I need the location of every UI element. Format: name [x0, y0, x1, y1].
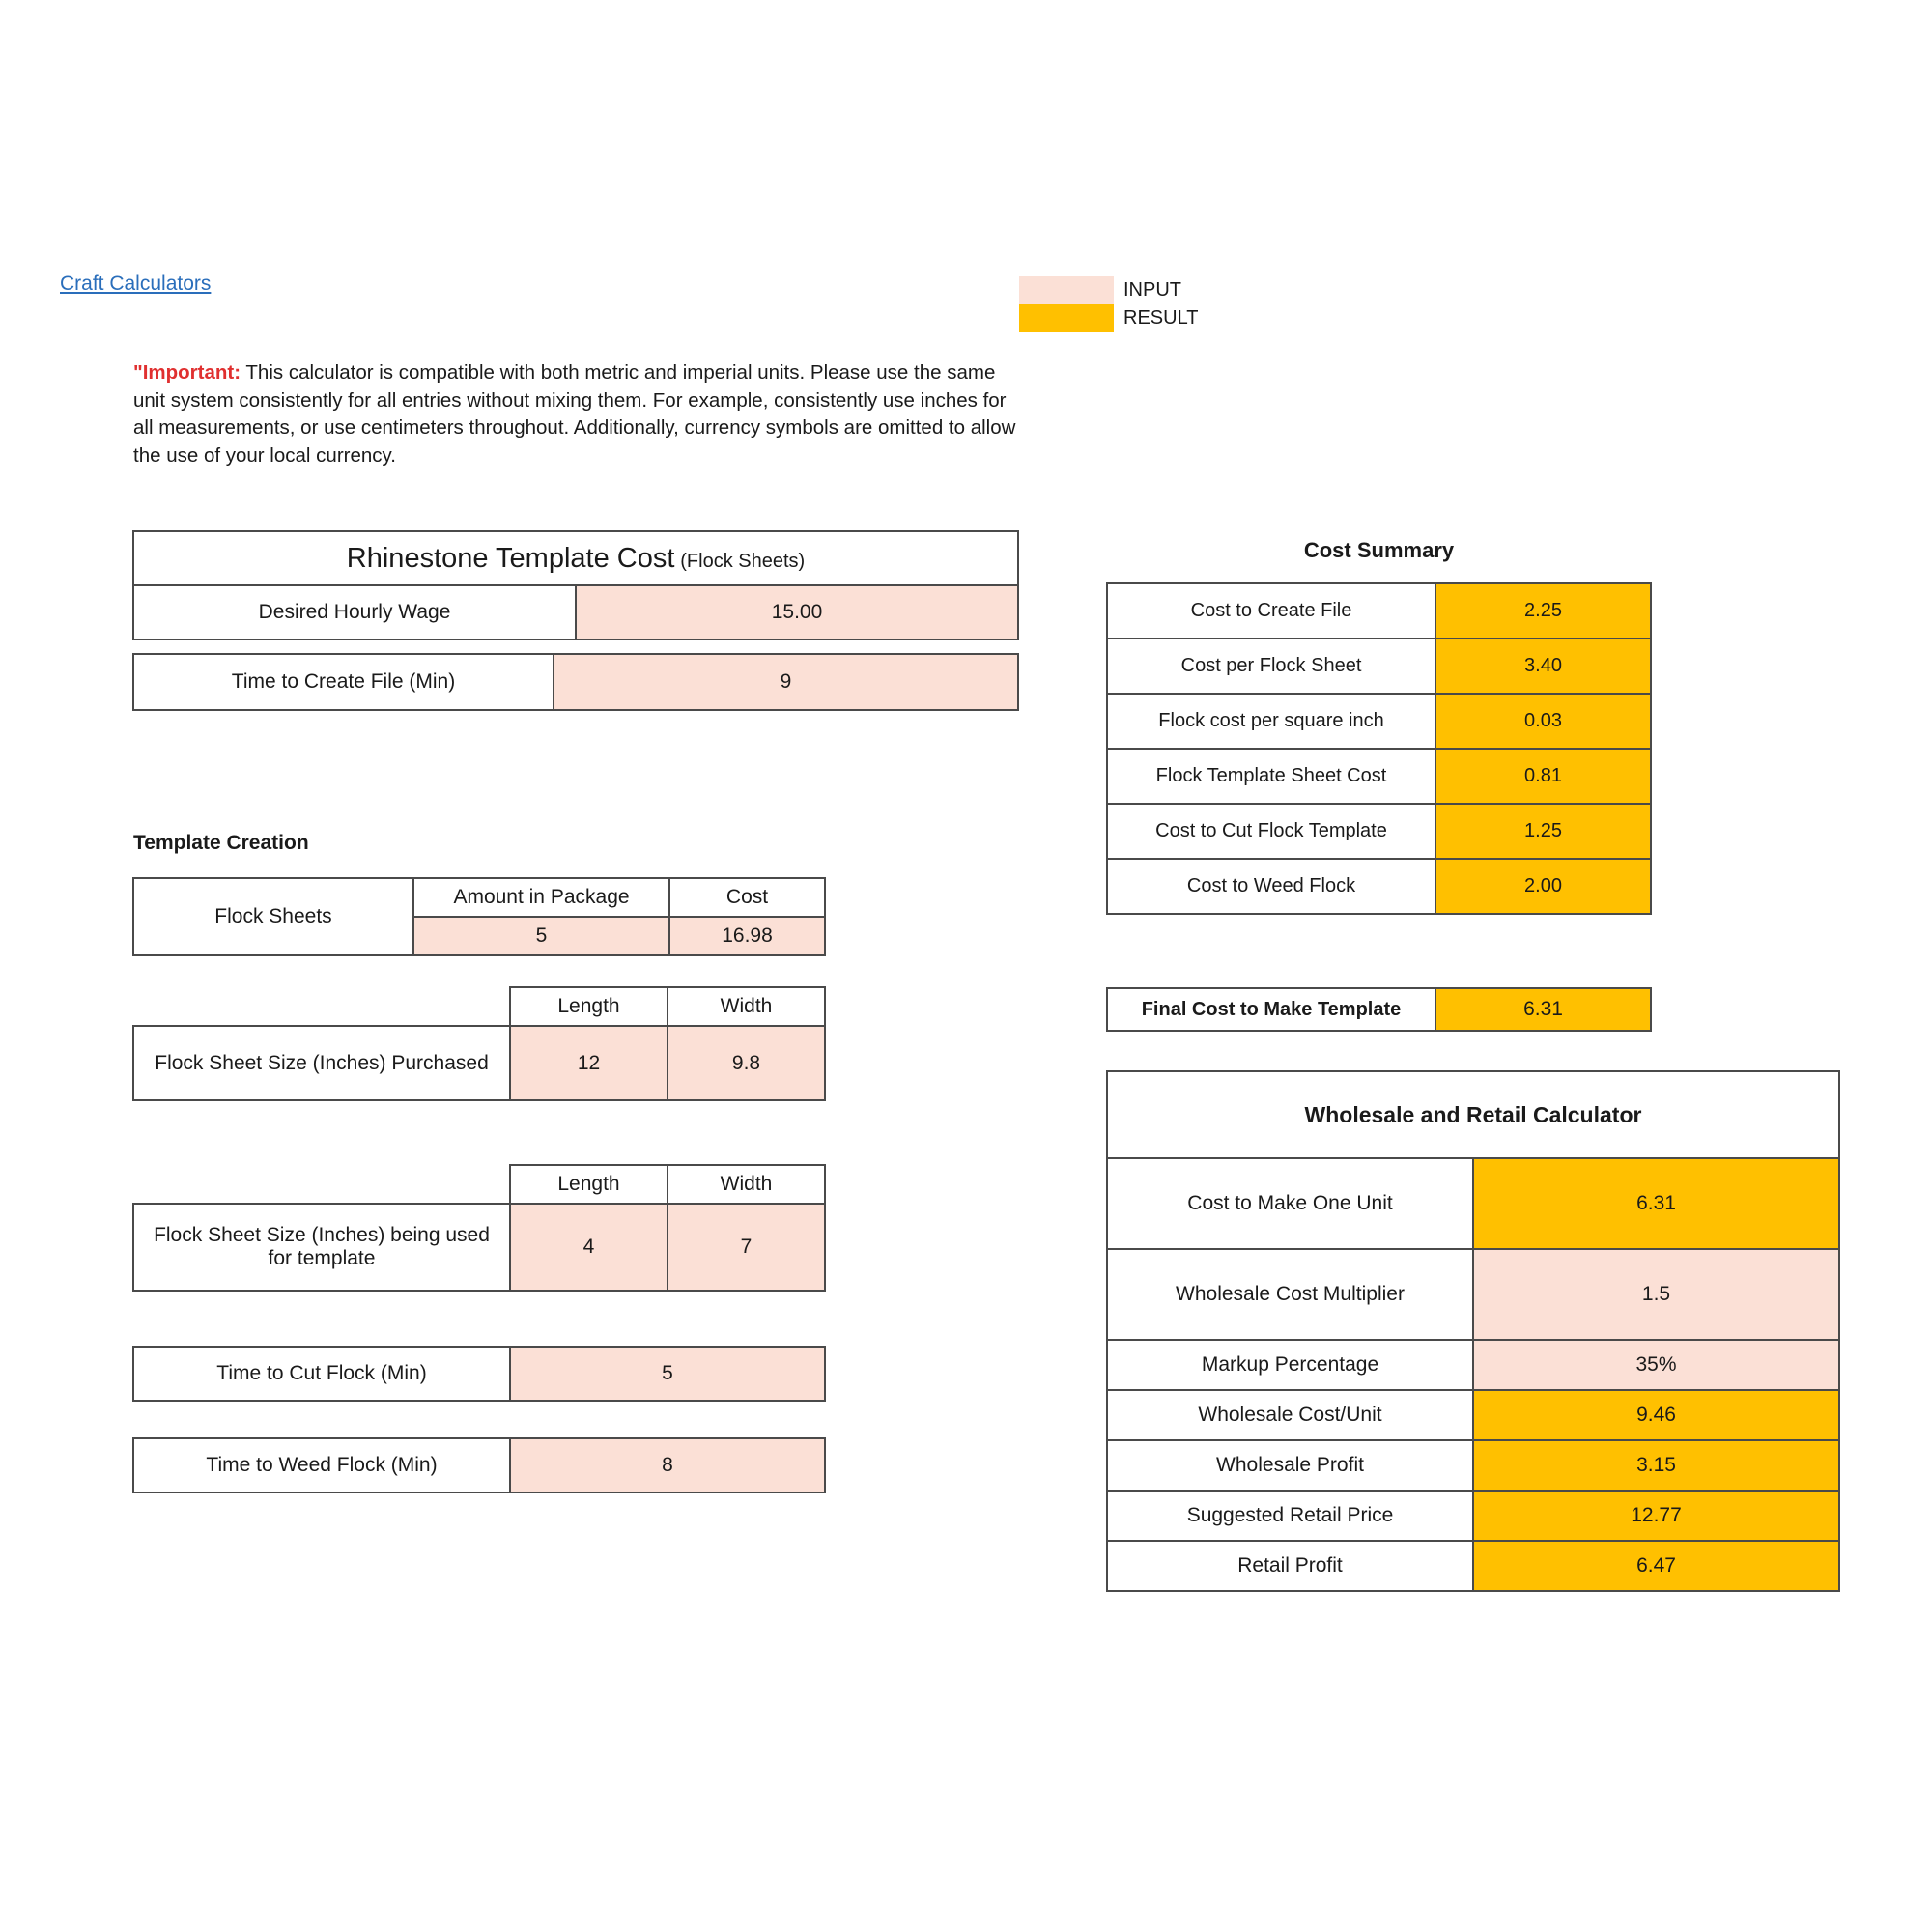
- table-row: [1107, 859, 1651, 914]
- wholesale-retail-calculator-table: [1106, 1070, 1840, 1592]
- spacer-cell: [133, 1165, 510, 1204]
- wholesale-value-4: 3.15: [1473, 1440, 1839, 1491]
- wholesale-label-1: Wholesale Cost Multiplier: [1107, 1249, 1473, 1340]
- cost-header: Cost: [669, 878, 825, 917]
- wholesale-label-0: Cost to Make One Unit: [1107, 1158, 1473, 1249]
- flock-sheets-row-label: Flock Sheets: [133, 878, 413, 955]
- table-row: [1107, 1390, 1839, 1440]
- color-legend: [1019, 276, 1198, 332]
- table-row: [133, 585, 1018, 639]
- time-weed-flock-input[interactable]: 8: [510, 1438, 825, 1492]
- table-row: [1107, 1491, 1839, 1541]
- table-row: [1107, 1158, 1839, 1249]
- template-creation-heading: Template Creation: [133, 832, 309, 854]
- wholesale-label-5: Suggested Retail Price: [1107, 1491, 1473, 1541]
- table-row: [133, 1026, 825, 1100]
- cost-summary-value-2: 0.03: [1435, 694, 1651, 749]
- table-header-row: [133, 987, 825, 1026]
- flock-sheet-size-purchased-table: [132, 986, 826, 1101]
- cost-summary-value-4: 1.25: [1435, 804, 1651, 859]
- calculator-title-sub: (Flock Sheets): [680, 550, 806, 572]
- final-cost-table: [1106, 987, 1652, 1032]
- spacer-cell: [133, 987, 510, 1026]
- cost-summary-label-2: Flock cost per square inch: [1107, 694, 1435, 749]
- cost-summary-value-3: 0.81: [1435, 749, 1651, 804]
- table-row: [133, 654, 1018, 710]
- final-cost-value: 6.31: [1435, 988, 1651, 1031]
- legend-label-input: INPUT: [1123, 279, 1181, 300]
- amount-in-package-header: Amount in Package: [413, 878, 669, 917]
- rhinestone-template-cost-table: [132, 530, 1019, 640]
- cost-summary-label-5: Cost to Weed Flock: [1107, 859, 1435, 914]
- cost-summary-table: [1106, 582, 1652, 915]
- flock-sheet-size-used-table: [132, 1164, 826, 1292]
- table-title-row: [133, 531, 1018, 585]
- hourly-wage-label: Desired Hourly Wage: [133, 585, 576, 639]
- table-row: [1107, 639, 1651, 694]
- legend-item-input: [1019, 276, 1198, 304]
- cost-summary-label-4: Cost to Cut Flock Template: [1107, 804, 1435, 859]
- cost-summary-label-3: Flock Template Sheet Cost: [1107, 749, 1435, 804]
- wholesale-value-5: 12.77: [1473, 1491, 1839, 1541]
- wholesale-label-6: Retail Profit: [1107, 1541, 1473, 1591]
- time-weed-flock-label: Time to Weed Flock (Min): [133, 1438, 510, 1492]
- width-purchased-input[interactable]: 9.8: [668, 1026, 825, 1100]
- table-row: [1107, 749, 1651, 804]
- flock-sheet-cost-input[interactable]: 16.98: [669, 917, 825, 955]
- table-row: [133, 878, 825, 917]
- wholesale-value-0: 6.31: [1473, 1158, 1839, 1249]
- wholesale-value-3: 9.46: [1473, 1390, 1839, 1440]
- wholesale-retail-title: Wholesale and Retail Calculator: [1107, 1071, 1839, 1158]
- cost-summary-value-1: 3.40: [1435, 639, 1651, 694]
- input-color-swatch: [1019, 276, 1114, 304]
- important-flag: "Important:: [133, 361, 242, 384]
- time-to-cut-flock-table: [132, 1346, 826, 1402]
- table-title-row: [1107, 1071, 1839, 1158]
- table-header-row: [133, 1165, 825, 1204]
- time-to-create-file-table: [132, 653, 1019, 711]
- wholesale-label-2: Markup Percentage: [1107, 1340, 1473, 1390]
- table-row: [1107, 988, 1651, 1031]
- cost-summary-label-0: Cost to Create File: [1107, 583, 1435, 639]
- flock-sheets-table: [132, 877, 826, 956]
- length-purchased-input[interactable]: 12: [510, 1026, 668, 1100]
- wholesale-label-4: Wholesale Profit: [1107, 1440, 1473, 1491]
- size-used-row-label: Flock Sheet Size (Inches) being used for template: [133, 1204, 510, 1291]
- table-row: [1107, 804, 1651, 859]
- table-row: [1107, 694, 1651, 749]
- legend-label-result: RESULT: [1123, 307, 1199, 328]
- time-create-file-label: Time to Create File (Min): [133, 654, 554, 710]
- craft-calculators-link[interactable]: Craft Calculators: [60, 272, 212, 295]
- important-body: This calculator is compatible with both metric and imperial units. Please use the same unit system consistently for all entries without mixing them. For example, consistently use inches for all measurements, or use centimeters throughout. Additionally, currency symbols are omitted to allow the use of your local currency.: [133, 361, 1016, 467]
- cost-summary-label-1: Cost per Flock Sheet: [1107, 639, 1435, 694]
- width-used-input[interactable]: 7: [668, 1204, 825, 1291]
- result-color-swatch: [1019, 304, 1114, 332]
- wholesale-cost-multiplier-input[interactable]: 1.5: [1473, 1249, 1839, 1340]
- length-header-used: Length: [510, 1165, 668, 1204]
- width-header-used: Width: [668, 1165, 825, 1204]
- calculator-title-main: Rhinestone Template Cost: [346, 542, 675, 574]
- hourly-wage-input[interactable]: 15.00: [576, 585, 1018, 639]
- table-row: [1107, 583, 1651, 639]
- final-cost-label: Final Cost to Make Template: [1107, 988, 1435, 1031]
- table-row: [133, 1347, 825, 1401]
- length-header-purchased: Length: [510, 987, 668, 1026]
- calculator-title-cell: [133, 531, 1018, 585]
- legend-item-result: [1019, 304, 1198, 332]
- table-row: [133, 1438, 825, 1492]
- wholesale-value-6: 6.47: [1473, 1541, 1839, 1591]
- time-cut-flock-input[interactable]: 5: [510, 1347, 825, 1401]
- cost-summary-value-5: 2.00: [1435, 859, 1651, 914]
- amount-in-package-input[interactable]: 5: [413, 917, 669, 955]
- table-row: [1107, 1340, 1839, 1390]
- time-create-file-input[interactable]: 9: [554, 654, 1018, 710]
- cost-summary-value-0: 2.25: [1435, 583, 1651, 639]
- table-row: [1107, 1249, 1839, 1340]
- time-cut-flock-label: Time to Cut Flock (Min): [133, 1347, 510, 1401]
- wholesale-label-3: Wholesale Cost/Unit: [1107, 1390, 1473, 1440]
- table-row: [1107, 1541, 1839, 1591]
- length-used-input[interactable]: 4: [510, 1204, 668, 1291]
- time-to-weed-flock-table: [132, 1437, 826, 1493]
- width-header-purchased: Width: [668, 987, 825, 1026]
- markup-percentage-input[interactable]: 35%: [1473, 1340, 1839, 1390]
- important-notice: [133, 359, 1022, 469]
- table-row: [133, 1204, 825, 1291]
- cost-summary-heading: Cost Summary: [1303, 538, 1455, 562]
- size-purchased-row-label: Flock Sheet Size (Inches) Purchased: [133, 1026, 510, 1100]
- table-row: [1107, 1440, 1839, 1491]
